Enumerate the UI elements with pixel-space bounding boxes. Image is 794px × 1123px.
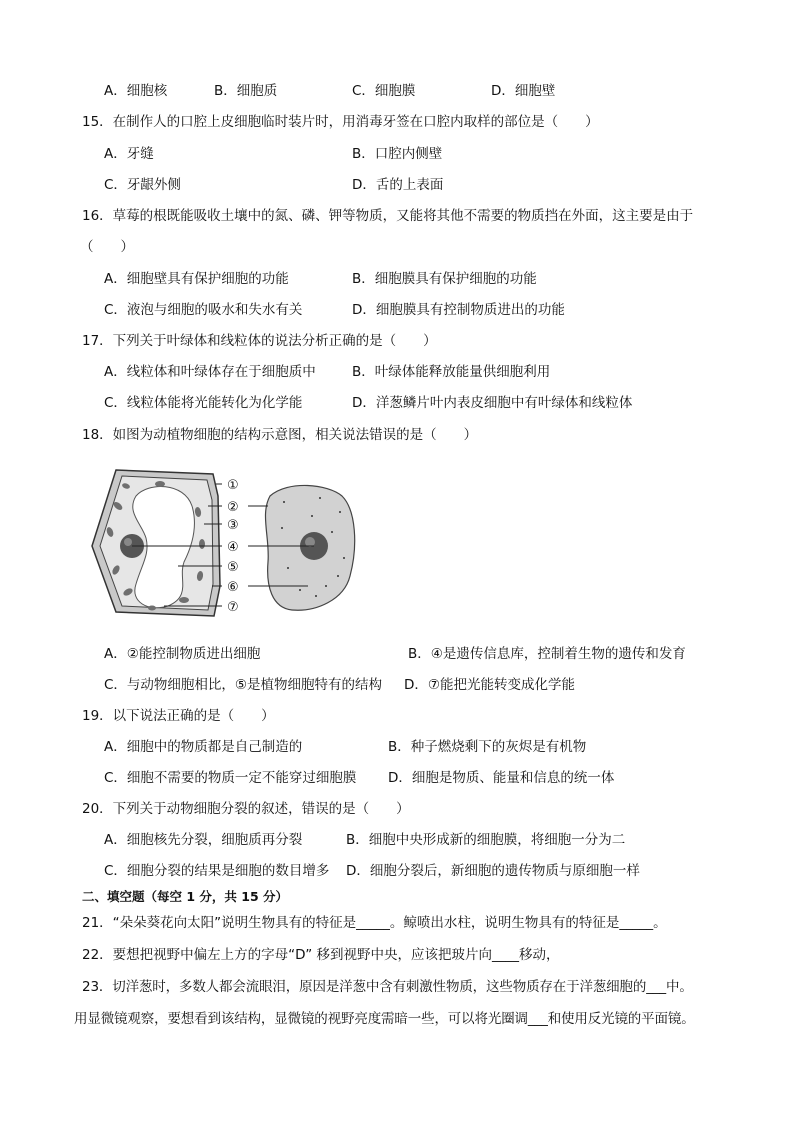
q18-stem: 18．如图为动植物细胞的结构示意图，相关说法错误的是（ ） (82, 427, 478, 443)
diagram-label-1: ① (227, 478, 239, 493)
q15-option-d: D．舌的上表面 (352, 177, 444, 193)
q16-stem-continued: （ ） (80, 239, 134, 255)
q23-text-line2: 用显微镜观察，要想看到该结构，显微镜的视野亮度需暗一些，可以将光圈调___和使用反光镜的平面镜。 (74, 1011, 695, 1027)
q17-option-c: C．线粒体能将光能转化为化学能 (104, 395, 303, 411)
q18-option-d: D．⑦能把光能转变成化学能 (404, 677, 575, 693)
diagram-label-3: ③ (227, 518, 239, 533)
q19-option-a: A．细胞中的物质都是自己制造的 (104, 739, 303, 755)
q23-text-line1: 23．切洋葱时，多数人都会流眼泪，原因是洋葱中含有刺激性物质，这些物质存在于洋葱细胞的___中。 (82, 979, 693, 995)
q22-text: 22．要想把视野中偏左上方的字母“D” 移到视野中央，应该把玻片向____移动， (82, 947, 560, 963)
q15-stem: 15．在制作人的口腔上皮细胞临时装片时，用消毒牙签在口腔内取样的部位是（ ） (82, 114, 599, 130)
section-title-fill-in: 二、填空题（每空 1 分，共 15 分） (82, 889, 289, 904)
q19-option-b: B．种子燃烧剩下的灰烬是有机物 (388, 739, 587, 755)
q18-option-c: C．与动物细胞相比，⑤是植物细胞特有的结构 (104, 677, 383, 693)
q21-text: 21．“朵朵葵花向太阳”说明生物具有的特征是_____。鲸喷出水柱，说明生物具有的特征是_____。 (82, 915, 667, 931)
q17-option-a: A．线粒体和叶绿体存在于细胞质中 (104, 364, 316, 380)
q14-option-c: C．细胞膜 (352, 83, 416, 99)
diagram-label-4: ④ (227, 540, 239, 555)
q20-option-a: A．细胞核先分裂，细胞质再分裂 (104, 832, 303, 848)
q14-option-a: A．细胞核 (104, 83, 168, 99)
q16-option-a: A．细胞壁具有保护细胞的功能 (104, 271, 289, 287)
q17-option-d: D．洋葱鳞片叶内表皮细胞中有叶绿体和线粒体 (352, 395, 633, 411)
diagram-label-5: ⑤ (227, 560, 239, 575)
q18-option-a: A．②能控制物质进出细胞 (104, 646, 261, 662)
q19-option-d: D．细胞是物质、能量和信息的统一体 (388, 770, 615, 786)
q16-option-c: C．液泡与细胞的吸水和失水有关 (104, 302, 303, 318)
q16-stem: 16．草莓的根既能吸收土壤中的氮、磷、钾等物质，又能将其他不需要的物质挡在外面，这主要是由于 (82, 208, 694, 224)
q17-stem: 17．下列关于叶绿体和线粒体的说法分析正确的是（ ） (82, 333, 437, 349)
q19-option-c: C．细胞不需要的物质一定不能穿过细胞膜 (104, 770, 357, 786)
q17-option-b: B．叶绿体能释放能量供细胞利用 (352, 364, 551, 380)
q19-stem: 19．以下说法正确的是（ ） (82, 708, 275, 724)
diagram-label-6: ⑥ (227, 580, 239, 595)
q15-option-c: C．牙龈外侧 (104, 177, 181, 193)
cell-structure-diagram (88, 466, 388, 622)
q20-option-b: B．细胞中央形成新的细胞膜，将细胞一分为二 (346, 832, 626, 848)
q14-option-d: D．细胞壁 (491, 83, 556, 99)
q18-option-b: B．④是遗传信息库，控制着生物的遗传和发育 (408, 646, 686, 662)
diagram-label-2: ② (227, 500, 239, 515)
q14-option-b: B．细胞质 (214, 83, 278, 99)
q15-option-a: A．牙缝 (104, 146, 154, 162)
diagram-label-7: ⑦ (227, 600, 239, 615)
q20-option-d: D．细胞分裂后，新细胞的遗传物质与原细胞一样 (346, 863, 640, 879)
q20-stem: 20．下列关于动物细胞分裂的叙述，错误的是（ ） (82, 801, 410, 817)
q16-option-b: B．细胞膜具有保护细胞的功能 (352, 271, 537, 287)
q15-option-b: B．口腔内侧壁 (352, 146, 443, 162)
q20-option-c: C．细胞分裂的结果是细胞的数目增多 (104, 863, 330, 879)
q16-option-d: D．细胞膜具有控制物质进出的功能 (352, 302, 565, 318)
